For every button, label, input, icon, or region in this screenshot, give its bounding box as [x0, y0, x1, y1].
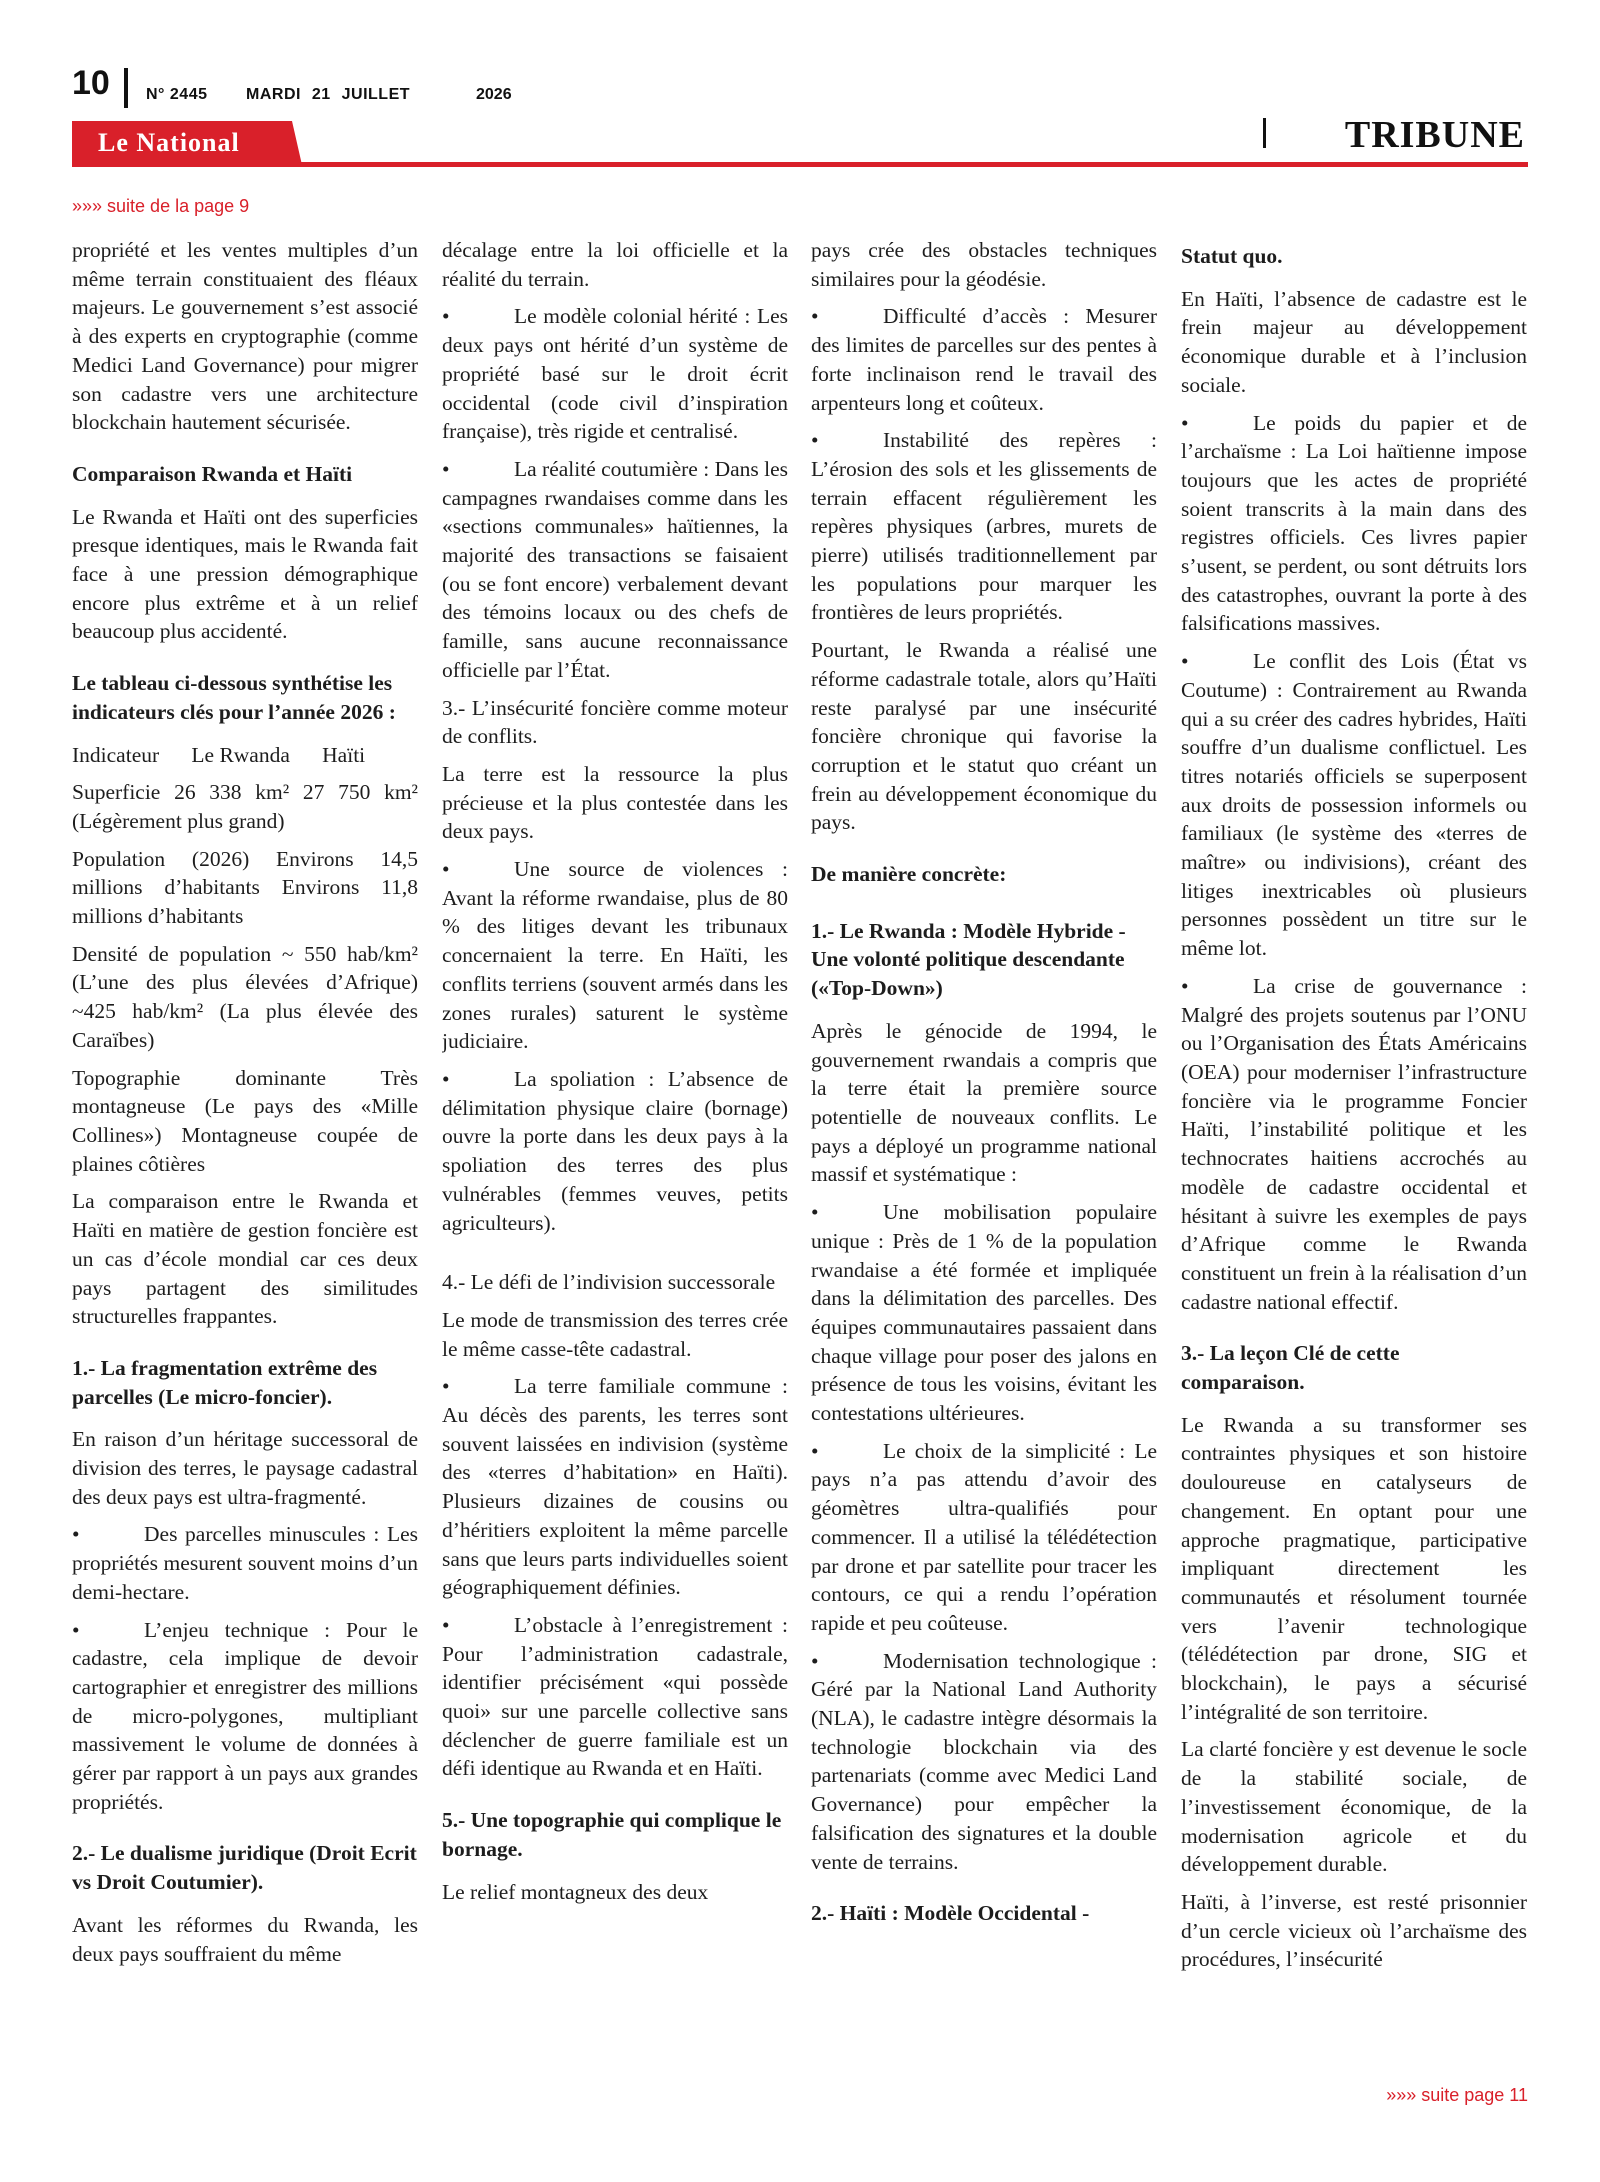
header-divider	[124, 68, 128, 108]
bullet-text: Instabilité des repères : L’érosion des sols et les glissements de terrain effacent régulièrement les repères physiques (arbres, murets de pierre) utilisés traditionnellement par les populations pour marquer les frontières de leurs propriétés.	[811, 428, 1157, 625]
subheading: Le tableau ci-dessous synthétise les indicateurs clés pour l’année 2026 :	[72, 671, 396, 724]
bullet-icon: •	[442, 1374, 450, 1399]
bullet-item	[1181, 647, 1527, 963]
paragraph: La comparaison entre le Rwanda et Haïti en matière de gestion foncière est un cas d’école mondial car ces deux pays partagent des similitudes structurelles frappantes.	[72, 1189, 418, 1329]
bullet-text: Une mobilisation populaire unique : Près de 1 % de la population rwandaise a été formée et impliquée dans la délimitation des parcelles. Des équipes communautaires passaient dans chaque village pour poser des jalons en présence de tous les voisins, évitant les contestations ultérieures.	[811, 1200, 1157, 1426]
bullet-item	[811, 426, 1157, 627]
bullet-icon: •	[811, 1648, 819, 1673]
table-row: Topographie dominante Très montagneuse (Le pays des «Mille Collines») Montagneuse coupée de plaines côtières	[72, 1065, 418, 1176]
table-row: Densité de population ~ 550 hab/km² (L’une des plus élevées d’Afrique) ~425 hab/km² (La plus élevée des Caraïbes)	[72, 941, 418, 1052]
bullet-icon: •	[72, 1617, 80, 1642]
paragraph: Le relief montagneux des deux	[442, 1879, 709, 1904]
bullet-item	[1181, 409, 1527, 639]
spacer	[1181, 1325, 1527, 1339]
spacer	[442, 1246, 788, 1268]
paragraph: décalage entre la loi officielle et la réalité du terrain.	[442, 238, 788, 291]
bullet-item	[811, 1647, 1157, 1877]
paragraph: pays crée des obstacles techniques similaires pour la géodésie.	[811, 238, 1157, 291]
section-title: TRIBUNE	[1344, 114, 1525, 156]
bullet-text: Des parcelles minuscules : Les propriétés mesurent souvent moins d’un demi-hectare.	[72, 1522, 418, 1604]
issue-year: 2026	[476, 86, 512, 103]
issue-number: N° 2445	[146, 86, 208, 103]
spacer	[72, 1340, 418, 1354]
brand-name: Le National	[98, 128, 240, 157]
bullet-text: L’obstacle à l’enregistrement : Pour l’administration cadastrale, identifier précisément «qui possède quoi» sur une parcelle collective sans déclencher de guerre familiale est un défi identique au Rwanda et en Haïti.	[442, 1612, 788, 1781]
bullet-text: L’enjeu technique : Pour le cadastre, cela implique de devoir cartographier et enregistrer des millions de micro-polygones, multipliant massivement le volume de données à gérer par rapport à un pays aux grandes propriétés.	[72, 1617, 418, 1814]
column-4	[1181, 236, 1527, 2076]
bullet-item	[811, 302, 1157, 417]
bullet-item	[442, 455, 788, 685]
paragraph: Pourtant, le Rwanda a réalisé une réforme cadastrale totale, alors qu’Haïti reste paralysé par une insécurité foncière chronique qui favorise la corruption et le statut quo créant un frein au développement économique du pays.	[811, 638, 1157, 835]
column-1	[72, 236, 418, 2076]
subheading: De manière concrète:	[811, 862, 1007, 887]
subheading: Statut quo.	[1181, 244, 1283, 268]
subheading: 2.- Haïti : Modèle Occidental -	[811, 1901, 1090, 1926]
page-number: 10	[72, 64, 110, 102]
spacer	[72, 446, 418, 460]
bullet-text: Modernisation technologique : Géré par la National Land Authority (NLA), le cadastre intègre désormais la technologie blockchain via des partenariats (comme avec Medici Land Governance) pour empêcher la falsification des signatures et la double vente de terrains.	[811, 1648, 1157, 1874]
subheading: Comparaison Rwanda et Haïti	[72, 461, 353, 486]
paragraph: 3.- L’insécurité foncière comme moteur de conflits.	[442, 695, 788, 749]
bullet-item	[442, 1065, 788, 1237]
bullet-icon: •	[811, 1200, 819, 1225]
bullet-icon: •	[442, 304, 450, 329]
bullet-icon: •	[811, 1438, 819, 1463]
bullet-text: Le poids du papier et de l’archaïsme : La Loi haïtienne impose toujours que les actes de propriété soient transcrits à la main dans des registres officiels. Ces livres papier s’usent, se perdent, ou sont détruits lors des catastrophes, ouvrant la porte à des falsifications massives.	[1181, 410, 1527, 636]
paragraph: Haïti, à l’inverse, est resté prisonnier d’un cercle vicieux où l’archaïsme des procédures, l’insécurité	[1181, 1889, 1527, 1972]
subheading: 2.- Le dualisme juridique (Droit Ecrit vs Droit Coutumier).	[72, 1841, 417, 1895]
continued-from: »»» suite de la page 9	[72, 196, 250, 216]
paragraph: Après le génocide de 1994, le gouvernement rwandais a compris que la terre était la première source potentielle de nouveaux conflits. Le pays a déployé un programme national massif et systématique :	[811, 1018, 1157, 1187]
bullet-item	[442, 1611, 788, 1783]
spacer	[72, 655, 418, 669]
bullet-icon: •	[1181, 973, 1189, 998]
bullet-text: Le conflit des Lois (État vs Coutume) : Contrairement au Rwanda qui a su créer des cadres hybrides, Haïti souffre d’un dualisme conflictuel. Les titres notariés officiels se superposent aux droits de possession informels ou familiaux (le système des «terres de maître» ou indivisions), créant des litiges inextricables où plusieurs personnes possèdent un titre sur le même lot.	[1181, 649, 1527, 961]
section-divider	[1263, 118, 1266, 148]
paragraph: Avant les réformes du Rwanda, les deux pays souffraient du même	[72, 1912, 418, 1966]
table-row: Population (2026) Environs 14,5 millions d’habitants Environs 11,8 millions d’habitants	[72, 846, 418, 929]
bullet-icon: •	[442, 857, 450, 882]
spacer	[442, 1792, 788, 1806]
subheading: 1.- Le Rwanda : Modèle Hybride - Une volonté politique descendante («Top-Down»)	[811, 918, 1126, 1001]
bullet-item	[811, 1437, 1157, 1638]
subheading: 1.- La fragmentation extrême des parcelles (Le micro-foncier).	[72, 1355, 378, 1409]
subheading: 3.- La leçon Clé de cette comparaison.	[1181, 1341, 1400, 1395]
bullet-icon: •	[811, 428, 819, 453]
bullet-text: La terre familiale commune : Au décès des parents, les terres sont souvent laissées en indivision (système des «terres d’habitation» en Haïti). Plusieurs dizaines de cousins ou d’héritiers exploitent la même parcelle sans que leurs parts individuelles soient géographiquement définies.	[442, 1374, 788, 1600]
paragraph: Le mode de transmission des terres crée le même casse-tête cadastral.	[442, 1307, 788, 1361]
bullet-icon: •	[1181, 649, 1189, 674]
table-header-row: Indicateur Le Rwanda Haïti	[72, 742, 366, 767]
column-3	[811, 236, 1157, 2076]
issue-date: MARDI 21 JUILLET	[246, 86, 411, 103]
column-2	[442, 236, 788, 2076]
bullet-text: La réalité coutumière : Dans les campagnes rwandaises comme dans les «sections communales» haïtiennes, la majorité des transactions se faisaient (ou se font encore) verbalement devant des témoins locaux ou des chefs de famille, sans aucune reconnaissance officielle par l’État.	[442, 456, 788, 682]
paragraph: Le Rwanda et Haïti ont des superficies presque identiques, mais le Rwanda fait face à une pression démographique encore plus extrême et à un relief beaucoup plus accidenté.	[72, 504, 418, 644]
bullet-text: Difficulté d’accès : Mesurer des limites de parcelles sur des pentes à forte inclinaison rend le travail des arpenteurs long et coûteux.	[811, 304, 1157, 415]
paragraph: 4.- Le défi de l’indivision successorale	[442, 1270, 776, 1295]
bullet-item	[442, 855, 788, 1056]
bullet-icon: •	[442, 1612, 450, 1637]
bullet-text: Une source de violences : Avant la réforme rwandaise, plus de 80 % des litiges devant les tribunaux concernaient la terre. En Haïti, les conflits terriens (souvent armés dans les zones rurales) saturent le système judiciaire.	[442, 857, 788, 1054]
table-row: Superficie 26 338 km² 27 750 km² (Légèrement plus grand)	[72, 780, 418, 833]
spacer	[811, 903, 1157, 917]
bullet-icon: •	[72, 1522, 80, 1547]
paragraph: En raison d’un héritage successoral de division des terres, le paysage cadastral des deux pays est ultra-fragmenté.	[72, 1427, 418, 1509]
bullet-icon: •	[442, 456, 450, 481]
subheading: 5.- Une topographie qui complique le bornage.	[442, 1808, 782, 1861]
paragraph: propriété et les ventes multiples d’un même terrain constituaient des fléaux majeurs. Le gouvernement s’est associé à des experts en cryptographie (comme Medici Land Governance) pour migrer son cadastre vers une architecture blockchain hautement sécurisée.	[72, 238, 418, 435]
spacer	[72, 1825, 418, 1839]
paragraph: La terre est la ressource la plus précieuse et la plus contestée dans les deux pays.	[442, 761, 788, 844]
bullet-item	[442, 1372, 788, 1602]
spacer	[811, 846, 1157, 860]
bullet-icon: •	[811, 304, 819, 329]
bullet-item	[811, 1198, 1157, 1428]
paragraph: La clarté foncière y est devenue le socle de la stabilité sociale, de l’investissement économique, de la modernisation agricole et du développement durable.	[1181, 1737, 1527, 1877]
bullet-text: La spoliation : L’absence de délimitation physique claire (bornage) ouvre la porte dans les deux pays à la spoliation des terres des plus vulnérables (femmes veuves, petits agriculteurs).	[442, 1066, 788, 1235]
bullet-item	[1181, 972, 1527, 1316]
bullet-text: Le choix de la simplicité : Le pays n’a pas attendu d’avoir des géomètres ultra-qualifiés pour commencer. Il a utilisé la télédétection par drone et par satellite pour tracer les contours, ce qui a rendu l’opération rapide et peu coûteuse.	[811, 1438, 1157, 1635]
continued-to: »»» suite page 11	[1386, 2085, 1528, 2105]
bullet-icon: •	[442, 1066, 450, 1091]
spacer	[811, 1885, 1157, 1899]
bullet-text: Le modèle colonial hérité : Les deux pays ont hérité d’un système de propriété basé sur le droit écrit occidental (code civil d’inspiration française), très rigide et centralisé.	[442, 304, 788, 444]
header-rule	[72, 162, 1528, 167]
bullet-item	[442, 302, 788, 446]
paragraph: Le Rwanda a su transformer ses contraintes physiques et son histoire douloureuse en catalyseurs de changement. En optant pour une approche pragmatique, participative impliquant directement les communautés et résolument tournée vers l’avenir technologique (télédétection par drone, SIG et blockchain), le pays a sécurisé l’intégralité de son territoire.	[1181, 1412, 1527, 1724]
bullet-text: La crise de gouvernance : Malgré des projets soutenus par l’ONU ou l’Organisation des États Américains (OEA) pour moderniser l’infrastructure foncière via le programme Foncier Haïti, l’instabilité politique et les technocrates haitiens accrochés au modèle de cadastre occidental et hésitant à suivre les exemples de pays d’Afrique comme le Rwanda constituent un frein à la réalisation d’un cadastre national effectif.	[1181, 973, 1527, 1314]
paragraph: En Haïti, l’absence de cadastre est le frein majeur au développement économique durable et à l’inclusion sociale.	[1181, 286, 1527, 397]
bullet-item	[72, 1616, 418, 1817]
bullet-item	[72, 1520, 418, 1606]
bullet-icon: •	[1181, 410, 1189, 435]
